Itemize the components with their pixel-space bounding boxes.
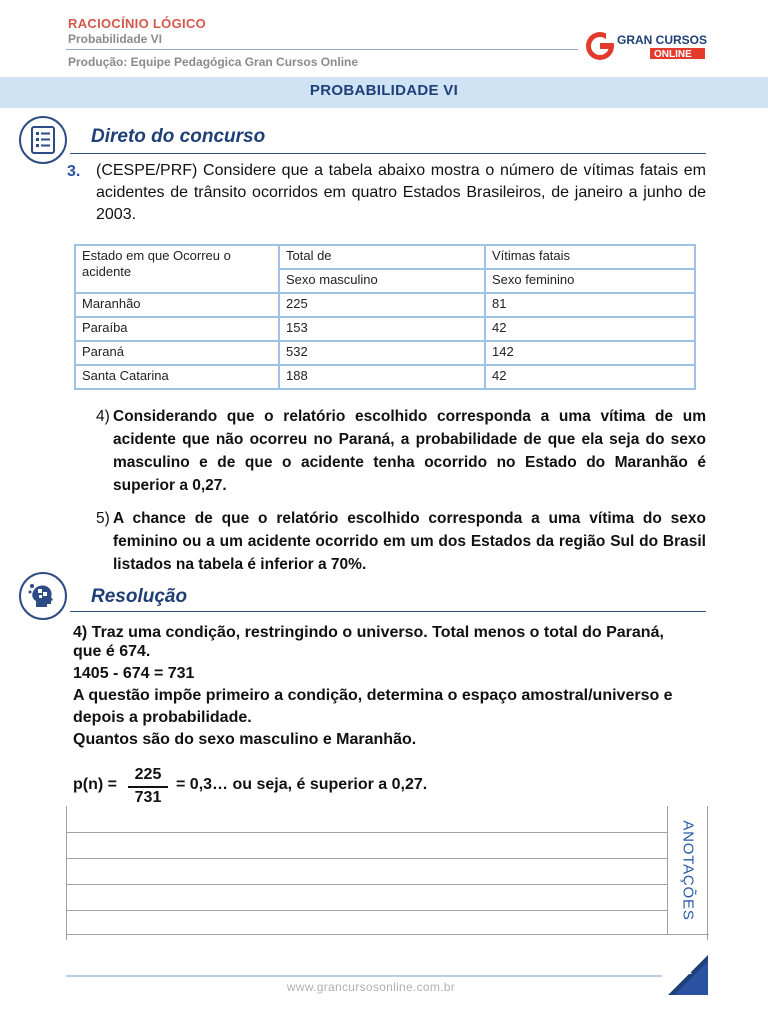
footer-rule [66,975,662,977]
puzzle-head-icon [19,572,67,620]
table-cell-male: 225 [279,293,485,317]
gran-cursos-logo [584,28,708,66]
formula-label: p(n) = [73,776,117,793]
fraction-numerator: 225 [134,766,162,783]
statement-label: 4) [96,408,110,425]
resolution-line: que é 674. [73,643,151,660]
formula-result: = 0,3… ou seja, é superior a 0,27. [176,776,428,793]
resolution-line: 1405 - 674 = 731 [73,665,195,682]
statement-text: Considerando que o relatório escolhido corresponda a uma vítima de um acidente que não ocorreu no Paraná, a probabilidade de que ela seja do sexo masculino e de que o acidente tenha ocorrido no Estado do Maranhão é superior a 0,27. [113,408,706,494]
statement-item-5 [96,507,706,576]
logo-text-top: GRAN CURSOS [617,33,708,47]
fraction-bar [128,786,168,788]
question-text: (CESPE/PRF) Considere que a tabela abaixo mostra o número de vítimas fatais em acidentes de trânsito ocorridos em quatro Estados Brasileiros, de janeiro a junho de 2003. [96,162,706,223]
table-cell-state: Maranhão [75,293,279,317]
table-header-female: Sexo feminino [485,269,695,293]
table-row [75,293,695,317]
page-number: 1 [684,961,692,977]
table-row [75,341,695,365]
table-cell-male: 153 [279,317,485,341]
fraction [128,766,168,808]
table-cell-state: Santa Catarina [75,365,279,389]
question-number: 3. [67,163,81,180]
resolution-line: depois a probabilidade. [73,709,252,726]
statement-text: A chance de que o relatório escolhido corresponda a uma vítima do sexo feminino ou a um acidente ocorrido em um dos Estados da região Sul do Brasil listados na tabela é inferior a 70%. [113,510,706,573]
annotations-label: ANOTAÇÕES [679,819,697,921]
victims-table [74,244,696,390]
statement-label: 5) [96,510,110,527]
table-cell-female: 42 [485,365,695,389]
table-cell-female: 42 [485,317,695,341]
section-rule-direct [70,153,706,154]
table-header-state: Estado em que Ocorreu o acidente [75,245,279,293]
annotation-line [67,910,667,911]
checklist-icon [19,116,67,164]
section-title-resolution: Resolução [91,586,188,607]
header-subject: RACIOCÍNIO LÓGICO [68,16,206,31]
table-cell-female: 142 [485,341,695,365]
annotation-line [67,832,667,833]
table-header-row [75,245,695,269]
logo-text-bottom: ONLINE [654,49,692,60]
table-row [75,317,695,341]
annotation-divider [667,806,668,934]
table-header-victims: Vítimas fatais [485,245,695,269]
annotations-label-wrap [673,812,703,928]
table-header-total: Total de [279,245,485,269]
header-topic: Probabilidade VI [68,32,163,46]
header-credit: Produção: Equipe Pedagógica Gran Cursos Online [68,55,359,69]
table-row [75,365,695,389]
resolution-line: 4) Traz uma condição, restringindo o universo. Total menos o total do Paraná, [73,624,664,641]
resolution-line: A questão impõe primeiro a condição, determina o espaço amostral/universo e [73,687,673,704]
header-rule [66,49,578,50]
table-cell-state: Paraíba [75,317,279,341]
table-cell-state: Paraná [75,341,279,365]
table-header-male: Sexo masculino [279,269,485,293]
section-title-direct: Direto do concurso [91,126,266,147]
section-rule-resolution [70,611,706,612]
annotation-bottom-rule [67,934,709,935]
resolution-line: Quantos são do sexo masculino e Maranhão. [73,731,417,748]
table-cell-male: 532 [279,341,485,365]
statement-item-4 [96,405,706,497]
annotation-line [67,884,667,885]
table-cell-male: 188 [279,365,485,389]
annotation-line [67,858,667,859]
annotations-box [66,806,708,940]
table-cell-female: 81 [485,293,695,317]
footer-url[interactable]: www.grancursosonline.com.br [286,980,456,994]
fraction-denominator: 731 [134,788,162,806]
page-title: PROBABILIDADE VI [309,82,459,99]
